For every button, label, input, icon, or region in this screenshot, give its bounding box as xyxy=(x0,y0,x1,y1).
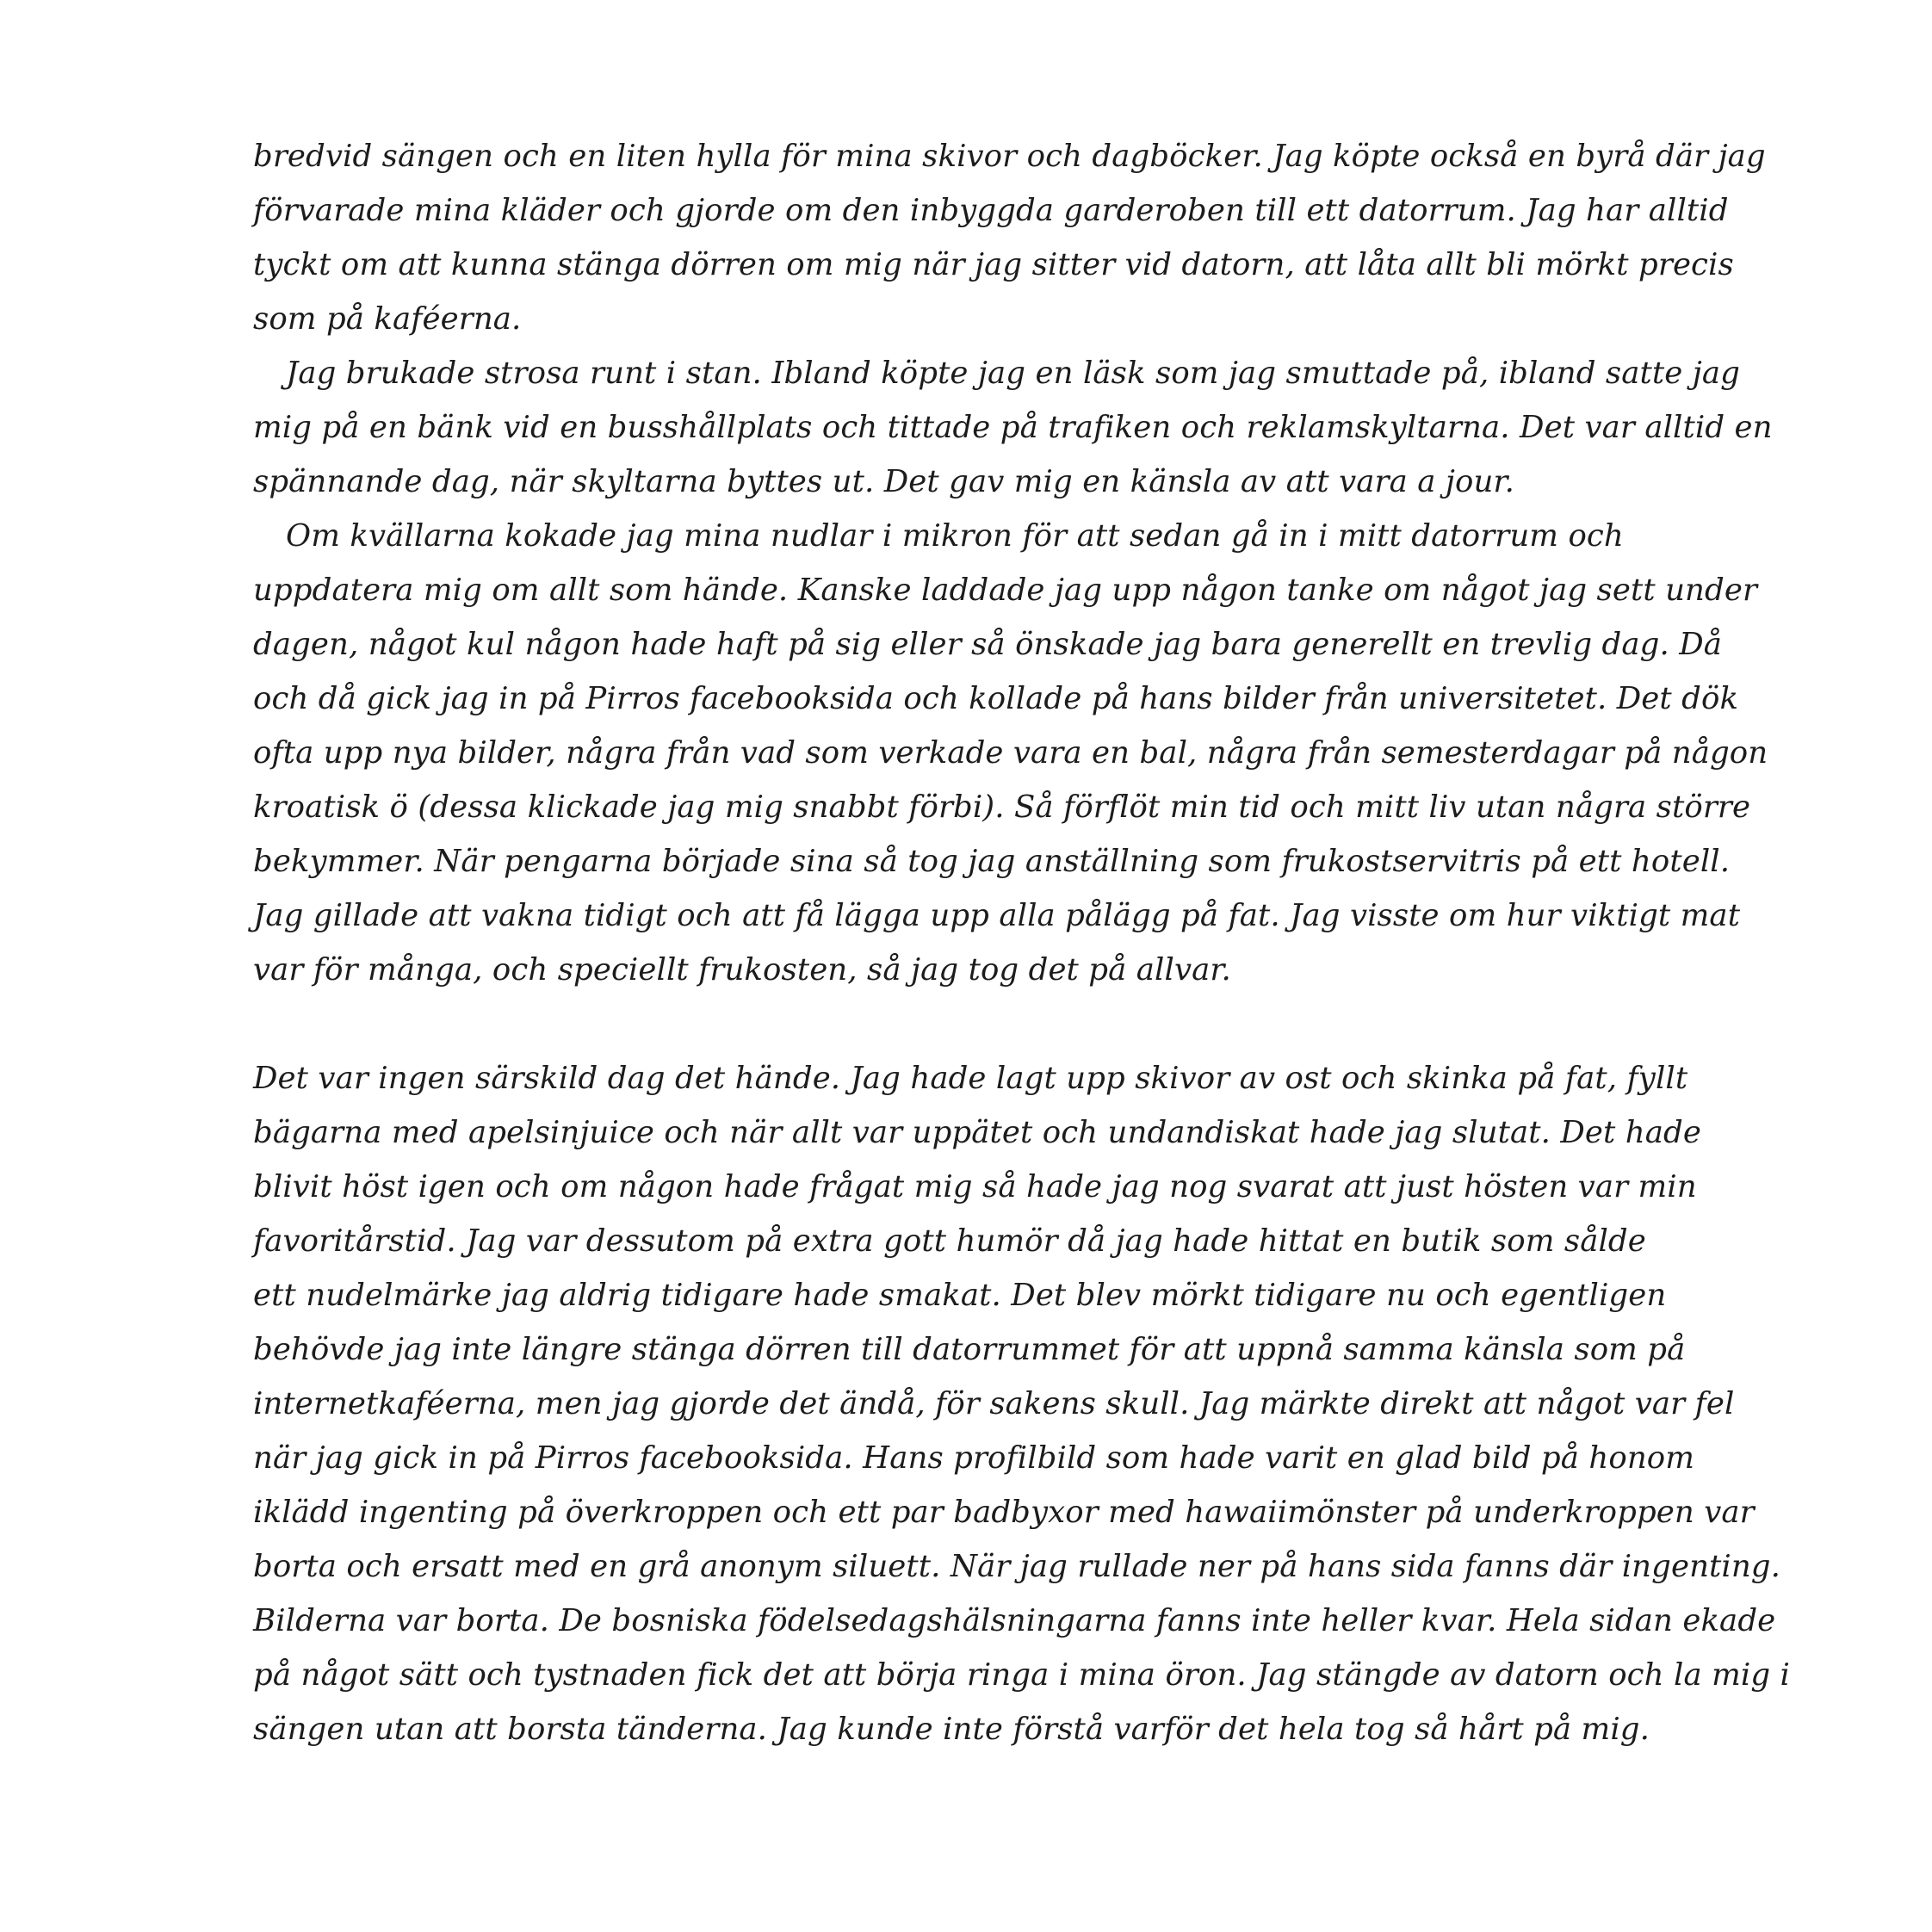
text-line: sängen utan att borsta tänderna. Jag kunde inte förstå varför det hela tog så hårt på mig. xyxy=(253,1712,1650,1747)
body-text xyxy=(253,129,1790,1756)
text-line: som på kaféerna. xyxy=(253,301,522,337)
text-line: ofta upp nya bilder, några från vad som verkade vara en bal, några från semesterdagar på någon xyxy=(253,735,1768,771)
paragraph-4 xyxy=(253,1051,1790,1756)
text-line: Bilderna var borta. De bosniska födelsedagshälsningarna fanns inte heller kvar. Hela sidan ekade xyxy=(253,1603,1776,1638)
text-line: kroatisk ö (dessa klickade jag mig snabbt förbi). Så förflöt min tid och mitt liv utan några större xyxy=(253,790,1751,825)
text-line: Jag gillade att vakna tidigt och att få lägga upp alla pålägg på fat. Jag visste om hur viktigt mat xyxy=(253,898,1741,933)
paragraph-1 xyxy=(253,129,1766,346)
text-line: Om kvällarna kokade jag mina nudlar i mikron för att sedan gå in i mitt datorrum och xyxy=(286,518,1624,554)
text-line: bredvid sängen och en liten hylla för mina skivor och dagböcker. Jag köpte också en byrå där jag xyxy=(253,139,1766,174)
text-line: mig på en bänk vid en busshållplats och tittade på trafiken och reklamskyltarna. Det var alltid en xyxy=(253,410,1773,445)
text-line: tyckt om att kunna stänga dörren om mig när jag sitter vid datorn, att låta allt bli mörkt precis xyxy=(253,247,1734,282)
paragraph-3 xyxy=(253,509,1768,997)
text-line: Det var ingen särskild dag det hände. Jag hade lagt upp skivor av ost och skinka på fat, fyllt xyxy=(253,1061,1688,1096)
text-line: uppdatera mig om allt som hände. Kanske laddade jag upp någon tanke om något jag sett under xyxy=(253,573,1758,608)
text-line: blivit höst igen och om någon hade frågat mig så hade jag nog svarat att just hösten var min xyxy=(253,1169,1697,1204)
text-line: internetkaféerna, men jag gjorde det ändå, för sakens skull. Jag märkte direkt att något var fel xyxy=(253,1386,1735,1421)
text-line: när jag gick in på Pirros facebooksida. Hans profilbild som hade varit en glad bild på honom xyxy=(253,1440,1695,1476)
text-line: och då gick jag in på Pirros facebooksida och kollade på hans bilder från universitetet. Det dök xyxy=(253,681,1739,716)
text-line: var för många, och speciellt frukosten, så jag tog det på allvar. xyxy=(253,952,1231,988)
text-line: behövde jag inte längre stänga dörren till datorrummet för att uppnå samma känsla som på xyxy=(253,1332,1686,1367)
text-line: favoritårstid. Jag var dessutom på extra gott humör då jag hade hittat en butik som sålde xyxy=(253,1223,1646,1259)
text-line: borta och ersatt med en grå anonym siluett. När jag rullade ner på hans sida fanns där ingenting. xyxy=(253,1549,1781,1584)
text-line: iklädd ingenting på överkroppen och ett par badbyxor med hawaiimönster på underkroppen var xyxy=(253,1495,1755,1530)
text-line: bägarna med apelsinjuice och när allt var uppätet och undandiskat hade jag slutat. Det hade xyxy=(253,1115,1701,1150)
paragraph-2 xyxy=(253,346,1773,509)
text-line: på något sätt och tystnaden fick det att börja ringa i mina öron. Jag stängde av datorn och la mig i xyxy=(253,1657,1790,1693)
text-line: bekymmer. När pengarna började sina så tog jag anställning som frukostservitris på ett hotell. xyxy=(253,844,1731,879)
text-line: ett nudelmärke jag aldrig tidigare hade smakat. Det blev mörkt tidigare nu och egentligen xyxy=(253,1278,1667,1313)
text-line: Jag brukade strosa runt i stan. Ibland köpte jag en läsk som jag smuttade på, ibland satte jag xyxy=(286,356,1740,391)
text-line: spännande dag, när skyltarna byttes ut. Det gav mig en känsla av att vara a jour. xyxy=(253,464,1514,499)
text-line: förvarade mina kläder och gjorde om den inbyggda garderoben till ett datorrum. Jag har alltid xyxy=(253,193,1729,228)
section-break xyxy=(253,997,1717,1051)
text-line: dagen, något kul någon hade haft på sig eller så önskade jag bara generellt en trevlig dag. Då xyxy=(253,627,1723,662)
